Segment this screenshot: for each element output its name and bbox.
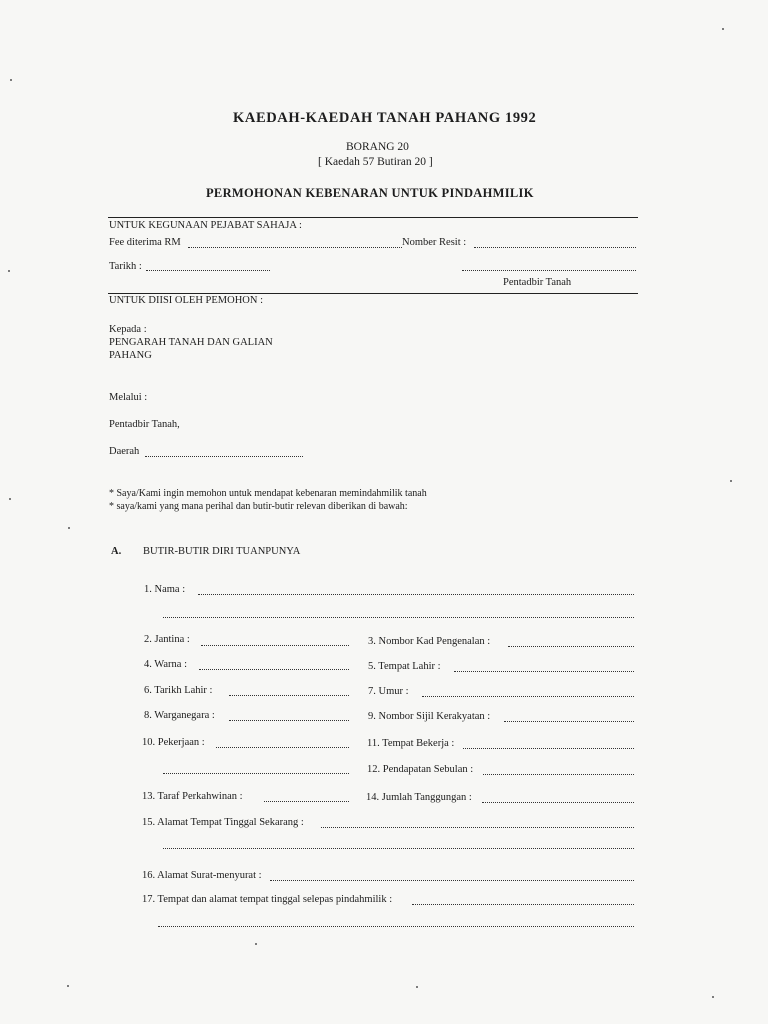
workplace-field[interactable] bbox=[463, 748, 634, 749]
via-label: Melalui : bbox=[109, 392, 148, 403]
document-title: KAEDAH-KAEDAH TANAH PAHANG 1992 bbox=[233, 110, 537, 126]
field-6-label: 6. Tarikh Lahir : bbox=[144, 685, 213, 696]
applicant-section-title: UNTUK DIISI OLEH PEMOHON : bbox=[109, 295, 263, 306]
field-1-label: 1. Nama : bbox=[144, 584, 186, 595]
field-8-label: 8. Warganegara : bbox=[144, 710, 215, 721]
fee-label: Fee diterima RM bbox=[109, 237, 181, 248]
section-a-title: BUTIR-BUTIR DIRI TUANPUNYA bbox=[143, 546, 301, 557]
field-2-label: 2. Jantina : bbox=[144, 634, 190, 645]
post-transfer-address-field[interactable] bbox=[412, 904, 634, 905]
field-13-label: 13. Taraf Perkahwinan : bbox=[142, 791, 243, 802]
occupation-field-line-2[interactable] bbox=[163, 773, 349, 774]
field-10-label: 10. Pekerjaan : bbox=[142, 737, 205, 748]
marital-status-field[interactable] bbox=[264, 801, 349, 802]
occupation-field[interactable] bbox=[216, 747, 349, 748]
receipt-field[interactable] bbox=[474, 247, 636, 248]
divider bbox=[108, 293, 638, 294]
name-field-line-2[interactable] bbox=[163, 617, 634, 618]
field-16-label: 16. Alamat Surat-menyurat : bbox=[142, 870, 262, 881]
field-14-label: 14. Jumlah Tanggungan : bbox=[366, 792, 472, 803]
scan-speck bbox=[722, 28, 724, 30]
scan-speck bbox=[9, 498, 11, 500]
age-field[interactable] bbox=[422, 696, 634, 697]
field-12-label: 12. Pendapatan Sebulan : bbox=[367, 764, 474, 775]
field-15-label: 15. Alamat Tempat Tinggal Sekarang : bbox=[142, 817, 304, 828]
field-17-label: 17. Tempat dan alamat tempat tinggal selepas pindahmilik : bbox=[142, 894, 393, 905]
field-5-label: 5. Tempat Lahir : bbox=[368, 661, 441, 672]
scan-speck bbox=[730, 480, 732, 482]
divider bbox=[108, 217, 638, 218]
scan-speck bbox=[10, 79, 12, 81]
fee-field[interactable] bbox=[188, 247, 402, 248]
gender-field[interactable] bbox=[201, 645, 349, 646]
to-label: Kepada : bbox=[109, 324, 147, 335]
current-address-field-line-2[interactable] bbox=[163, 848, 634, 849]
scan-speck bbox=[712, 996, 714, 998]
to-line-1: PENGARAH TANAH DAN GALIAN bbox=[109, 337, 273, 348]
ic-number-field[interactable] bbox=[508, 646, 634, 647]
date-label: Tarikh : bbox=[109, 261, 142, 272]
signatory-label: Pentadbir Tanah bbox=[503, 277, 572, 288]
field-11-label: 11. Tempat Bekerja : bbox=[367, 738, 455, 749]
borang-number: BORANG 20 bbox=[346, 141, 409, 153]
district-field[interactable] bbox=[145, 456, 303, 457]
citizenship-cert-field[interactable] bbox=[504, 721, 634, 722]
scan-speck bbox=[255, 943, 257, 945]
receipt-label: Nomber Resit : bbox=[402, 237, 467, 248]
name-field[interactable] bbox=[198, 594, 634, 595]
date-field[interactable] bbox=[146, 270, 270, 271]
scan-speck bbox=[68, 527, 70, 529]
field-9-label: 9. Nombor Sijil Kerakyatan : bbox=[368, 711, 491, 722]
post-transfer-address-field-line-2[interactable] bbox=[158, 926, 634, 927]
birthdate-field[interactable] bbox=[229, 695, 349, 696]
form-heading: PERMOHONAN KEBENARAN UNTUK PINDAHMILIK bbox=[206, 186, 534, 200]
scan-speck bbox=[416, 986, 418, 988]
current-address-field[interactable] bbox=[321, 827, 634, 828]
field-4-label: 4. Warna : bbox=[144, 659, 187, 670]
office-section-title: UNTUK KEGUNAAN PEJABAT SAHAJA : bbox=[109, 220, 302, 231]
mailing-address-field[interactable] bbox=[270, 880, 634, 881]
to-line-2: PAHANG bbox=[109, 350, 152, 361]
dependents-field[interactable] bbox=[482, 802, 634, 803]
statement-line-2: * saya/kami yang mana perihal dan butir-butir relevan diberikan di bawah: bbox=[109, 501, 408, 512]
birthplace-field[interactable] bbox=[454, 671, 634, 672]
signature-field[interactable] bbox=[462, 270, 636, 271]
race-field[interactable] bbox=[199, 669, 349, 670]
scan-speck bbox=[67, 985, 69, 987]
kaedah-reference: [ Kaedah 57 Butiran 20 ] bbox=[318, 156, 433, 168]
statement-line-1: * Saya/Kami ingin memohon untuk mendapat kebenaran memindahmilik tanah bbox=[109, 488, 427, 499]
scan-speck bbox=[8, 270, 10, 272]
section-a-letter: A. bbox=[111, 546, 122, 557]
via-line: Pentadbir Tanah, bbox=[109, 419, 180, 430]
nationality-field[interactable] bbox=[229, 720, 349, 721]
field-3-label: 3. Nombor Kad Pengenalan : bbox=[368, 636, 491, 647]
field-7-label: 7. Umur : bbox=[368, 686, 409, 697]
monthly-income-field[interactable] bbox=[483, 774, 634, 775]
district-label: Daerah bbox=[109, 446, 140, 457]
